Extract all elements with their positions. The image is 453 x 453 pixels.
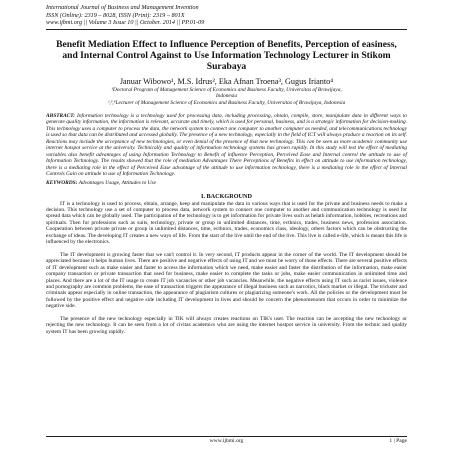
header-divider — [46, 29, 407, 30]
keywords — [46, 180, 407, 186]
abstract-label: ABSTRACT: — [46, 112, 75, 119]
body-paragraph-3: The presence of the new technology especially in TIK will always creates reactions on TIK's user. The reaction can be accepting the new technology or rejecting the new technology. It can be seen from a lot of civitas academics who are using the internet hostpot service in university. From the technic and quality system IT has been growing rapidly. — [46, 315, 407, 335]
paper-title: Benefit Mediation Effect to Influence Perception of Benefits, Perception of easiness, and Internal Control Against to Use Information Technology Lecturer in Stikom Surabaya — [56, 38, 397, 72]
section-heading: I. BACKGROUND — [201, 192, 252, 200]
journal-name: International Journal of Business and Management Invention — [46, 4, 199, 11]
journal-issn: ISSN (Online): 2319 – 8028, ISSN (Print): 2319 – 801X — [46, 11, 185, 19]
journal-header — [46, 4, 407, 30]
footer-url: www.ijbmi.org — [209, 438, 244, 444]
body-paragraph-1: IT is a technology is used to process, obtain, arrange, keep and manipulate the data in various ways that is used for the private and business needs to make a decision. This technology use a set of computer to process data, network system to connect one computer to another and communication technology is used for spread data which can be globally used. The participation of the technology is to get information for private lives such as helath information, hobbies, recreations and spirituals. Then for professions such as suits, technology, private or group in unlimited distances, time, ecthnics, trades, business news, profession association. Cooperation between private private or group in unlimited distances, time, ecthnics, trades, economics class, ideology, others factors which can be obstructing the exchange of ideas. The developing IT creates a new ways of life. From the start of the live until the end of the live. This live is called e-life, which is meant this life is influenced by the electronics. — [46, 200, 407, 246]
body-paragraph-2: The IT development is growing faster that we can't control it. In very second, IT products appear in the corner of the world. The IT development should be appreciated because it helps human lives. There are positive and negative effects of using IT and we must be worry of those effects. There are several positive effects of IT development such as make easier and faster to access the information which we need, make easier and faster the distribution of the information, make easier company transaction or private transaction that used for business, make easier to complete the tasks or jobs, make easier communication in unlimited time and places. And there are a lot of the IT usage to create IT job vacancies or other job vacancies. Meanwhile, the negative effects using IT such as racist issues, violence and pornography are common problems, the ease of transaction triggers the appearance of illegal business such as narcotics, black market or illegal. The trickster and criminals appear especially in online transaction, the appearance of plagiarism cultures or plagiarizing someone's work. All the policies or the development must be followed by the positive effect and negative side including IT development in lives and should be concern the phenomenonm that occurs in order to minimize the negative side. — [46, 251, 407, 310]
journal-issue: www.ijbmi.org || Volume 3 Issue 10 || October. 2014 || PP.01-09 — [46, 19, 205, 27]
affiliation-1-country: Indonesia — [215, 93, 238, 100]
keywords-text: Advantages Usage, Attitudes to Use — [78, 179, 157, 186]
author-list: Januar Wibowo¹, M.S. Idrus², Eka Afnan Troena³, Gugus Irianto⁴ — [119, 76, 334, 86]
abstract-text: Information technology is a technology used for processing data, including processing, obtain, compile, store, manipulate data in different ways to generate quality information, the information is relevant, accurate and timely, which is used for personal, business, and is a strategic information for decision-making. This technology uses a computer to process the data, the network system to connect one computer to another computer as needed, and telecommunications technology is used so that data can be distributed and accessed globally. The presence of a new technology, especially in the field of ICT will always produce a reaction on its self. Reactions may include the acceptance of new technologies, or even denial of the presence of that new technology. This can be seen as more academic community use internet hotspot service at the university. Technically and quality of information technology systems has grown rapidly. In this study will test the effect of mediating variables also benefit advantages of using Information Technology to Benefit of influence Perception, Perceived Ease and Internal control the attitude to use of Information Technology. The results showed that the role of mediation Advantages There Perceptions of Benefits in effect on attitude to use information technology, there is a mediating role in the effect of Perceived Ease advantage of the attitude to use information technology, there is a mediating role in the effect of Internal Controls Gain on attitude to use of Information Technology. — [46, 112, 407, 178]
abstract — [46, 113, 407, 178]
affiliation-1: ¹Doctoral Program of Management Science of Economics and Business Faculty, Universitas of Brawijaya, — [111, 86, 342, 93]
page-footer — [46, 436, 407, 446]
keywords-label: KEYWORDS: — [46, 179, 78, 186]
affiliation-2: ²,³,⁴Lecturer of Management Science of Economics and Business Faculty, Universitas of Brawijaya, Indonesia — [107, 99, 346, 106]
page-number: 1 | Page — [389, 438, 407, 444]
